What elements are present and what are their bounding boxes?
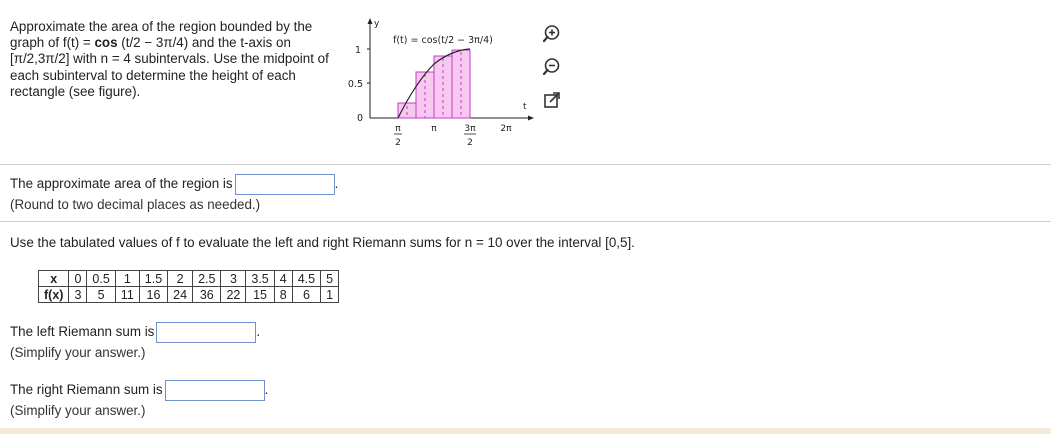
- x-cell: 3.5: [246, 271, 274, 287]
- answer-1-suffix: .: [334, 176, 339, 192]
- x-cell: 0.5: [87, 271, 115, 287]
- x-cell: 1: [115, 271, 139, 287]
- right-sum-prefix: The right Riemann sum is: [10, 382, 163, 398]
- graph-toolbar: [540, 22, 568, 121]
- bottom-bar: [0, 428, 1051, 434]
- x-header: x: [39, 271, 69, 287]
- question-1-suffix: (t/2 − 3π/4) and the t-axis on [π/2,3π/2] with n = 4 subintervals. Use the midpoint of each subinterval to determine the height of each rectangle (see figure).: [10, 35, 329, 99]
- right-sum-input[interactable]: [165, 380, 265, 401]
- x-cell: 0: [69, 271, 87, 287]
- t-axis-label: t: [523, 102, 527, 112]
- fx-cell: 24: [168, 287, 193, 303]
- x-cell: 1.5: [139, 271, 167, 287]
- y-tick-label-1: 1: [354, 45, 361, 56]
- x-tick-label-pi-over-2-num: π: [395, 124, 401, 134]
- y-axis-label: y: [374, 19, 380, 29]
- question-1-bold: cos: [94, 35, 118, 51]
- fx-cell: 8: [274, 287, 292, 303]
- fx-row: [39, 287, 339, 303]
- zoom-out-icon: [541, 56, 563, 78]
- x-row: [39, 271, 339, 287]
- left-sum-prefix: The left Riemann sum is: [10, 324, 155, 340]
- fx-cell: 1: [321, 287, 339, 303]
- zoom-in-button[interactable]: [540, 22, 564, 46]
- popout-button[interactable]: [540, 88, 564, 112]
- x-cell: 5: [321, 271, 339, 287]
- x-cell: 4.5: [292, 271, 320, 287]
- fx-cell: 22: [221, 287, 246, 303]
- x-tick-label-pi-over-2-den: 2: [395, 138, 401, 148]
- y-tick-label-0: 0: [356, 113, 363, 124]
- function-label: f(t) = cos(t/2 − 3π/4): [393, 35, 493, 46]
- question-1-text: [10, 19, 330, 100]
- fx-cell: 36: [193, 287, 221, 303]
- left-sum-suffix: .: [256, 324, 261, 340]
- fx-cell: 6: [292, 287, 320, 303]
- x-cell: 2: [168, 271, 193, 287]
- question-1-prefix: Approximate the area of the region bounded by the graph of f(t) =: [10, 19, 313, 51]
- fx-header: f(x): [39, 287, 69, 303]
- divider-2: [0, 221, 1051, 222]
- left-sum-row: [10, 322, 260, 343]
- x-cell: 4: [274, 271, 292, 287]
- right-sum-suffix: .: [264, 382, 269, 398]
- fx-cell: 11: [115, 287, 139, 303]
- answer-1-hint: (Round to two decimal places as needed.): [10, 197, 261, 212]
- x-tick-label-3pi-over-2-den: 2: [467, 138, 473, 148]
- fx-cell: 15: [246, 287, 274, 303]
- values-table: [38, 270, 339, 303]
- left-sum-input[interactable]: [156, 322, 256, 343]
- x-cell: 2.5: [193, 271, 221, 287]
- question-2-text: Use the tabulated values of f to evaluate the left and right Riemann sums for n = 10 over the interval [0,5].: [10, 235, 635, 250]
- rectangle-1: [398, 103, 416, 118]
- external-link-icon: [541, 89, 563, 111]
- x-tick-label-3pi-over-2-num: 3π: [464, 124, 476, 134]
- left-sum-hint: (Simplify your answer.): [10, 345, 146, 360]
- answer-1-prefix: The approximate area of the region is: [10, 176, 233, 192]
- function-graph: [330, 14, 540, 159]
- zoom-out-button[interactable]: [540, 55, 564, 79]
- x-cell: 3: [221, 271, 246, 287]
- t-axis-arrow: [528, 116, 534, 121]
- x-tick-label-2pi: 2π: [500, 124, 512, 134]
- y-axis-arrow: [368, 18, 373, 24]
- x-tick-label-pi: π: [431, 124, 437, 134]
- zoom-in-icon: [541, 23, 563, 45]
- answer-1-row: [10, 174, 338, 195]
- fx-cell: 5: [87, 287, 115, 303]
- fx-cell: 16: [139, 287, 167, 303]
- answer-1-block: [10, 174, 338, 215]
- y-tick-label-05: 0.5: [347, 79, 363, 90]
- area-answer-input[interactable]: [235, 174, 335, 195]
- right-sum-hint: (Simplify your answer.): [10, 403, 146, 418]
- right-sum-block: [10, 380, 268, 421]
- left-sum-block: [10, 322, 260, 363]
- fx-cell: 3: [69, 287, 87, 303]
- midpoint-rectangles: [398, 50, 470, 118]
- divider-1: [0, 164, 1051, 165]
- right-sum-row: [10, 380, 268, 401]
